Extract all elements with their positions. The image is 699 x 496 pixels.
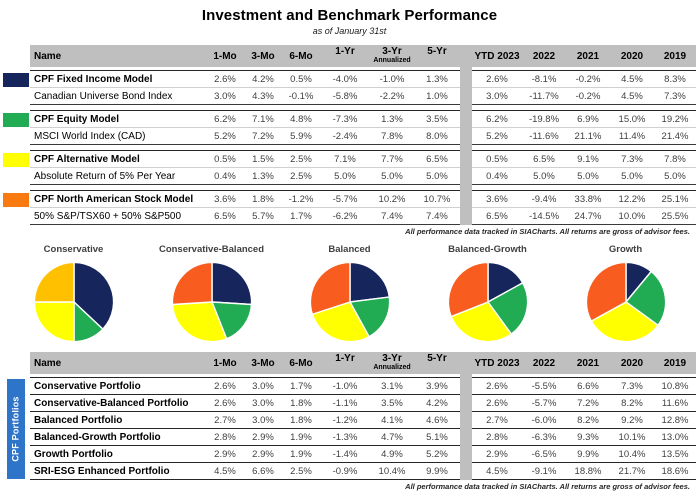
value-cell: 4.5%	[610, 71, 654, 88]
value-cell: 8.3%	[654, 71, 696, 88]
two-line-header	[414, 47, 460, 65]
value-cell: 8.2%	[566, 412, 610, 429]
pie-slice	[172, 262, 212, 304]
value-cell: 9.9%	[566, 446, 610, 463]
model-row	[3, 151, 696, 168]
value-cell: -5.8%	[320, 88, 370, 105]
value-cell: 1.9%	[282, 429, 320, 446]
value-cell: 0.4%	[206, 168, 244, 185]
value-cell: -1.1%	[320, 395, 370, 412]
header-label: 5-Yr	[427, 46, 447, 57]
name-cell: Growth Portfolio	[30, 446, 206, 463]
value-cell: 6.5%	[414, 151, 460, 168]
column-header: 2021	[566, 352, 610, 374]
header-label: 1-Yr	[335, 46, 355, 57]
benchmark-row	[3, 168, 696, 185]
value-cell: 2.9%	[472, 446, 522, 463]
benchmark-row	[3, 88, 696, 105]
value-cell: 5.0%	[654, 168, 696, 185]
value-cell: -0.1%	[282, 88, 320, 105]
value-cell: 5.2%	[206, 128, 244, 145]
value-cell: 13.0%	[654, 429, 696, 446]
value-cell: 7.2%	[244, 128, 282, 145]
value-cell: 1.0%	[414, 88, 460, 105]
value-cell: 10.0%	[610, 208, 654, 225]
portfolio-row	[3, 429, 696, 446]
column-header: YTD 2023	[472, 45, 522, 67]
value-cell: 2.7%	[206, 412, 244, 429]
value-cell: -1.2%	[320, 412, 370, 429]
pie-chart	[444, 258, 532, 346]
model-row	[3, 191, 696, 208]
value-cell: 7.1%	[320, 151, 370, 168]
value-cell: 3.0%	[244, 395, 282, 412]
value-cell: 2.9%	[244, 429, 282, 446]
name-cell: Conservative-Balanced Portfolio	[30, 395, 206, 412]
value-cell: 4.5%	[610, 88, 654, 105]
column-header: 2019	[654, 352, 696, 374]
value-cell: 2.7%	[472, 412, 522, 429]
value-cell: 5.0%	[610, 168, 654, 185]
two-line-header	[370, 47, 414, 65]
value-cell: 7.3%	[610, 378, 654, 395]
header-label: 3-Yr	[382, 46, 402, 57]
swatch-cell	[3, 71, 30, 88]
value-cell: 9.3%	[566, 429, 610, 446]
value-cell: 21.4%	[654, 128, 696, 145]
value-cell: 5.7%	[244, 208, 282, 225]
section-divider-cell	[460, 151, 472, 168]
section-divider-cell	[460, 191, 472, 208]
value-cell: 6.9%	[566, 111, 610, 128]
header-row	[3, 352, 696, 374]
value-cell: 7.8%	[654, 151, 696, 168]
two-line-header	[320, 47, 370, 65]
value-cell: 2.6%	[206, 71, 244, 88]
section-divider-cell	[460, 395, 472, 412]
value-cell: 4.1%	[370, 412, 414, 429]
value-cell: 4.2%	[414, 395, 460, 412]
value-cell: 2.6%	[472, 71, 522, 88]
table-header	[3, 45, 696, 67]
value-cell: 1.8%	[244, 191, 282, 208]
value-cell: -5.7%	[320, 191, 370, 208]
value-cell: 6.6%	[566, 378, 610, 395]
name-cell: Balanced-Growth Portfolio	[30, 429, 206, 446]
section-divider-cell	[460, 128, 472, 145]
header-sublabel	[414, 364, 460, 372]
header-label: 3-Yr	[382, 353, 402, 364]
value-cell: 18.8%	[566, 463, 610, 480]
value-cell: 4.5%	[472, 463, 522, 480]
model-color-swatch	[3, 193, 29, 207]
value-cell: -9.4%	[522, 191, 566, 208]
value-cell: 6.5%	[472, 208, 522, 225]
column-header: 2021	[566, 45, 610, 67]
value-cell: -1.4%	[320, 446, 370, 463]
value-cell: 9.2%	[610, 412, 654, 429]
value-cell: 5.9%	[282, 128, 320, 145]
portfolios-table-footnote: All performance data tracked in SIACharts. All returns are gross of advisor fees.	[405, 482, 690, 491]
two-line-header	[414, 354, 460, 372]
value-cell: 3.6%	[472, 191, 522, 208]
value-cell: 25.5%	[654, 208, 696, 225]
cpf-portfolios-table	[3, 352, 696, 480]
value-cell: 3.1%	[370, 378, 414, 395]
header-section-divider	[460, 352, 472, 374]
value-cell: 0.4%	[472, 168, 522, 185]
value-cell: 0.5%	[472, 151, 522, 168]
pie-slice	[34, 262, 74, 302]
column-header	[320, 352, 370, 374]
value-cell: 6.6%	[244, 463, 282, 480]
column-header: 1-Mo	[206, 352, 244, 374]
pie-title: Balanced	[328, 244, 371, 255]
name-cell: Conservative Portfolio	[30, 378, 206, 395]
portfolios-table-body	[3, 374, 696, 480]
column-header: 2022	[522, 45, 566, 67]
value-cell: 5.2%	[414, 446, 460, 463]
value-cell: 10.2%	[370, 191, 414, 208]
value-cell: 24.7%	[566, 208, 610, 225]
model-row	[3, 71, 696, 88]
benchmark-row	[3, 128, 696, 145]
name-cell: CPF Equity Model	[30, 111, 206, 128]
model-color-swatch	[3, 113, 29, 127]
pie-slice	[212, 262, 252, 304]
allocation-pie	[558, 244, 693, 346]
column-header: Name	[30, 352, 206, 374]
value-cell: 1.3%	[370, 111, 414, 128]
value-cell: 2.8%	[206, 429, 244, 446]
column-header: Name	[30, 45, 206, 67]
value-cell: 13.5%	[654, 446, 696, 463]
column-header: 6-Mo	[282, 352, 320, 374]
value-cell: 4.7%	[370, 429, 414, 446]
swatch-cell	[3, 88, 30, 105]
pie-slice	[350, 262, 389, 302]
value-cell: 9.1%	[566, 151, 610, 168]
value-cell: 7.4%	[414, 208, 460, 225]
performance-report-page	[0, 7, 699, 496]
value-cell: 10.4%	[370, 463, 414, 480]
value-cell: 7.2%	[566, 395, 610, 412]
section-divider-cell	[460, 446, 472, 463]
value-cell: 2.6%	[472, 395, 522, 412]
pie-title: Balanced-Growth	[448, 244, 527, 255]
value-cell: 25.1%	[654, 191, 696, 208]
header-label: 5-Yr	[427, 353, 447, 364]
portfolio-row	[3, 412, 696, 429]
value-cell: 5.0%	[414, 168, 460, 185]
value-cell: 4.5%	[206, 463, 244, 480]
portfolio-row	[3, 395, 696, 412]
value-cell: -1.0%	[370, 71, 414, 88]
value-cell: -11.7%	[522, 88, 566, 105]
value-cell: -1.0%	[320, 378, 370, 395]
value-cell: 6.5%	[206, 208, 244, 225]
allocation-pie	[144, 244, 279, 346]
value-cell: 1.5%	[244, 151, 282, 168]
page-title: Investment and Benchmark Performance	[201, 7, 498, 24]
value-cell: 3.0%	[244, 378, 282, 395]
value-cell: 2.9%	[206, 446, 244, 463]
header-label: 1-Yr	[335, 353, 355, 364]
column-header	[370, 45, 414, 67]
portfolio-row	[3, 446, 696, 463]
name-cell: CPF Alternative Model	[30, 151, 206, 168]
portfolio-row	[3, 378, 696, 395]
value-cell: -19.8%	[522, 111, 566, 128]
value-cell: 3.0%	[244, 412, 282, 429]
name-cell: 50% S&P/TSX60 + 50% S&P500	[30, 208, 206, 225]
column-header: 1-Mo	[206, 45, 244, 67]
swatch-cell	[3, 168, 30, 185]
header-swatch-spacer	[3, 352, 30, 374]
model-color-swatch	[3, 153, 29, 167]
column-header	[414, 45, 460, 67]
value-cell: 7.7%	[370, 151, 414, 168]
value-cell: 2.5%	[282, 463, 320, 480]
model-color-swatch	[3, 73, 29, 87]
header-sublabel	[414, 57, 460, 65]
column-header	[320, 45, 370, 67]
value-cell: 10.4%	[610, 446, 654, 463]
value-cell: 6.2%	[472, 111, 522, 128]
value-cell: -6.0%	[522, 412, 566, 429]
value-cell: 15.0%	[610, 111, 654, 128]
value-cell: -2.2%	[370, 88, 414, 105]
swatch-cell	[3, 151, 30, 168]
value-cell: 4.2%	[244, 71, 282, 88]
name-cell: Absolute Return of 5% Per Year	[30, 168, 206, 185]
portfolio-row	[3, 463, 696, 480]
value-cell: 1.8%	[282, 395, 320, 412]
header-section-divider	[460, 45, 472, 67]
value-cell: -6.3%	[522, 429, 566, 446]
value-cell: 4.6%	[414, 412, 460, 429]
value-cell: 8.0%	[414, 128, 460, 145]
value-cell: -6.2%	[320, 208, 370, 225]
value-cell: 2.6%	[206, 378, 244, 395]
value-cell: 4.8%	[282, 111, 320, 128]
value-cell: 0.5%	[206, 151, 244, 168]
value-cell: 3.0%	[472, 88, 522, 105]
name-cell: Balanced Portfolio	[30, 412, 206, 429]
allocation-pie	[420, 244, 555, 346]
portfolio-group-band-cell	[3, 378, 30, 480]
model-row	[3, 111, 696, 128]
value-cell: 5.0%	[566, 168, 610, 185]
value-cell: 5.0%	[320, 168, 370, 185]
value-cell: 2.6%	[472, 378, 522, 395]
models-table-body	[3, 67, 696, 225]
value-cell: 3.5%	[414, 111, 460, 128]
value-cell: 2.5%	[282, 168, 320, 185]
section-divider-cell	[460, 111, 472, 128]
value-cell: 12.2%	[610, 191, 654, 208]
value-cell: 7.3%	[654, 88, 696, 105]
column-header: 2020	[610, 45, 654, 67]
value-cell: 6.5%	[522, 151, 566, 168]
section-divider-cell	[460, 208, 472, 225]
page-subtitle: as of January 31st	[312, 26, 387, 36]
column-header: YTD 2023	[472, 352, 522, 374]
value-cell: 1.7%	[282, 378, 320, 395]
name-cell: Canadian Universe Bond Index	[30, 88, 206, 105]
value-cell: -11.6%	[522, 128, 566, 145]
value-cell: 1.8%	[282, 412, 320, 429]
portfolio-group-band	[7, 379, 25, 479]
benchmark-row	[3, 208, 696, 225]
column-header	[370, 352, 414, 374]
pie-chart	[168, 258, 256, 346]
portfolio-allocation-pies	[6, 244, 693, 346]
column-header: 3-Mo	[244, 352, 282, 374]
value-cell: -5.7%	[522, 395, 566, 412]
allocation-pie	[282, 244, 417, 346]
value-cell: 1.7%	[282, 208, 320, 225]
value-cell: 2.6%	[206, 395, 244, 412]
header-swatch-spacer	[3, 45, 30, 67]
pie-chart	[582, 258, 670, 346]
value-cell: 10.1%	[610, 429, 654, 446]
value-cell: 1.3%	[414, 71, 460, 88]
value-cell: 7.1%	[244, 111, 282, 128]
value-cell: 5.2%	[472, 128, 522, 145]
column-header: 2022	[522, 352, 566, 374]
swatch-cell	[3, 191, 30, 208]
allocation-pie	[6, 244, 141, 346]
pie-title: Growth	[608, 244, 643, 255]
header-row	[3, 45, 696, 67]
value-cell: 5.0%	[522, 168, 566, 185]
value-cell: 2.5%	[282, 151, 320, 168]
name-cell: CPF Fixed Income Model	[30, 71, 206, 88]
value-cell: 7.3%	[610, 151, 654, 168]
section-divider-cell	[460, 378, 472, 395]
column-header: 6-Mo	[282, 45, 320, 67]
value-cell: 21.7%	[610, 463, 654, 480]
swatch-cell	[3, 128, 30, 145]
section-divider-cell	[460, 412, 472, 429]
value-cell: 18.6%	[654, 463, 696, 480]
models-benchmarks-table	[3, 45, 696, 225]
value-cell: 11.6%	[654, 395, 696, 412]
value-cell: -1.3%	[320, 429, 370, 446]
two-line-header	[370, 354, 414, 372]
value-cell: 11.4%	[610, 128, 654, 145]
table-header	[3, 352, 696, 374]
value-cell: -4.0%	[320, 71, 370, 88]
value-cell: -7.3%	[320, 111, 370, 128]
header-sublabel: Annualized	[373, 57, 411, 64]
value-cell: 0.5%	[282, 71, 320, 88]
column-header: 3-Mo	[244, 45, 282, 67]
name-cell: CPF North American Stock Model	[30, 191, 206, 208]
value-cell: -1.2%	[282, 191, 320, 208]
value-cell: 10.8%	[654, 378, 696, 395]
value-cell: -14.5%	[522, 208, 566, 225]
value-cell: -8.1%	[522, 71, 566, 88]
value-cell: 33.8%	[566, 191, 610, 208]
value-cell: 12.8%	[654, 412, 696, 429]
value-cell: 7.8%	[370, 128, 414, 145]
value-cell: 4.9%	[370, 446, 414, 463]
section-divider-cell	[460, 429, 472, 446]
name-cell: MSCI World Index (CAD)	[30, 128, 206, 145]
value-cell: 3.6%	[206, 191, 244, 208]
column-header: 2019	[654, 45, 696, 67]
value-cell: 8.2%	[610, 395, 654, 412]
pie-title: Conservative-Balanced	[158, 244, 265, 255]
value-cell: 3.5%	[370, 395, 414, 412]
name-cell: SRI-ESG Enhanced Portfolio	[30, 463, 206, 480]
section-divider-cell	[460, 71, 472, 88]
value-cell: 1.9%	[282, 446, 320, 463]
pie-title: Conservative	[43, 244, 104, 255]
section-divider-cell	[460, 463, 472, 480]
value-cell: 9.9%	[414, 463, 460, 480]
section-divider-cell	[460, 88, 472, 105]
header-sublabel: Annualized	[373, 364, 411, 371]
value-cell: -9.1%	[522, 463, 566, 480]
value-cell: 21.1%	[566, 128, 610, 145]
value-cell: 2.9%	[244, 446, 282, 463]
value-cell: -2.4%	[320, 128, 370, 145]
header-sublabel	[320, 364, 370, 372]
value-cell: 5.0%	[370, 168, 414, 185]
pie-slice	[34, 302, 74, 342]
models-table-footnote: All performance data tracked in SIACharts. All returns are gross of advisor fees.	[405, 227, 690, 236]
value-cell: 6.2%	[206, 111, 244, 128]
value-cell: 19.2%	[654, 111, 696, 128]
value-cell: 3.9%	[414, 378, 460, 395]
value-cell: 10.7%	[414, 191, 460, 208]
value-cell: -5.5%	[522, 378, 566, 395]
value-cell: -0.2%	[566, 88, 610, 105]
swatch-cell	[3, 111, 30, 128]
pie-chart	[306, 258, 394, 346]
column-header	[414, 352, 460, 374]
portfolio-group-label: CPF Portfolios	[11, 395, 21, 462]
header-sublabel	[320, 57, 370, 65]
value-cell: -6.5%	[522, 446, 566, 463]
value-cell: -0.9%	[320, 463, 370, 480]
value-cell: 5.1%	[414, 429, 460, 446]
value-cell: 1.3%	[244, 168, 282, 185]
value-cell: -0.2%	[566, 71, 610, 88]
two-line-header	[320, 354, 370, 372]
swatch-cell	[3, 208, 30, 225]
value-cell: 7.4%	[370, 208, 414, 225]
value-cell: 4.3%	[244, 88, 282, 105]
value-cell: 2.8%	[472, 429, 522, 446]
section-divider-cell	[460, 168, 472, 185]
pie-chart	[30, 258, 118, 346]
value-cell: 3.0%	[206, 88, 244, 105]
column-header: 2020	[610, 352, 654, 374]
